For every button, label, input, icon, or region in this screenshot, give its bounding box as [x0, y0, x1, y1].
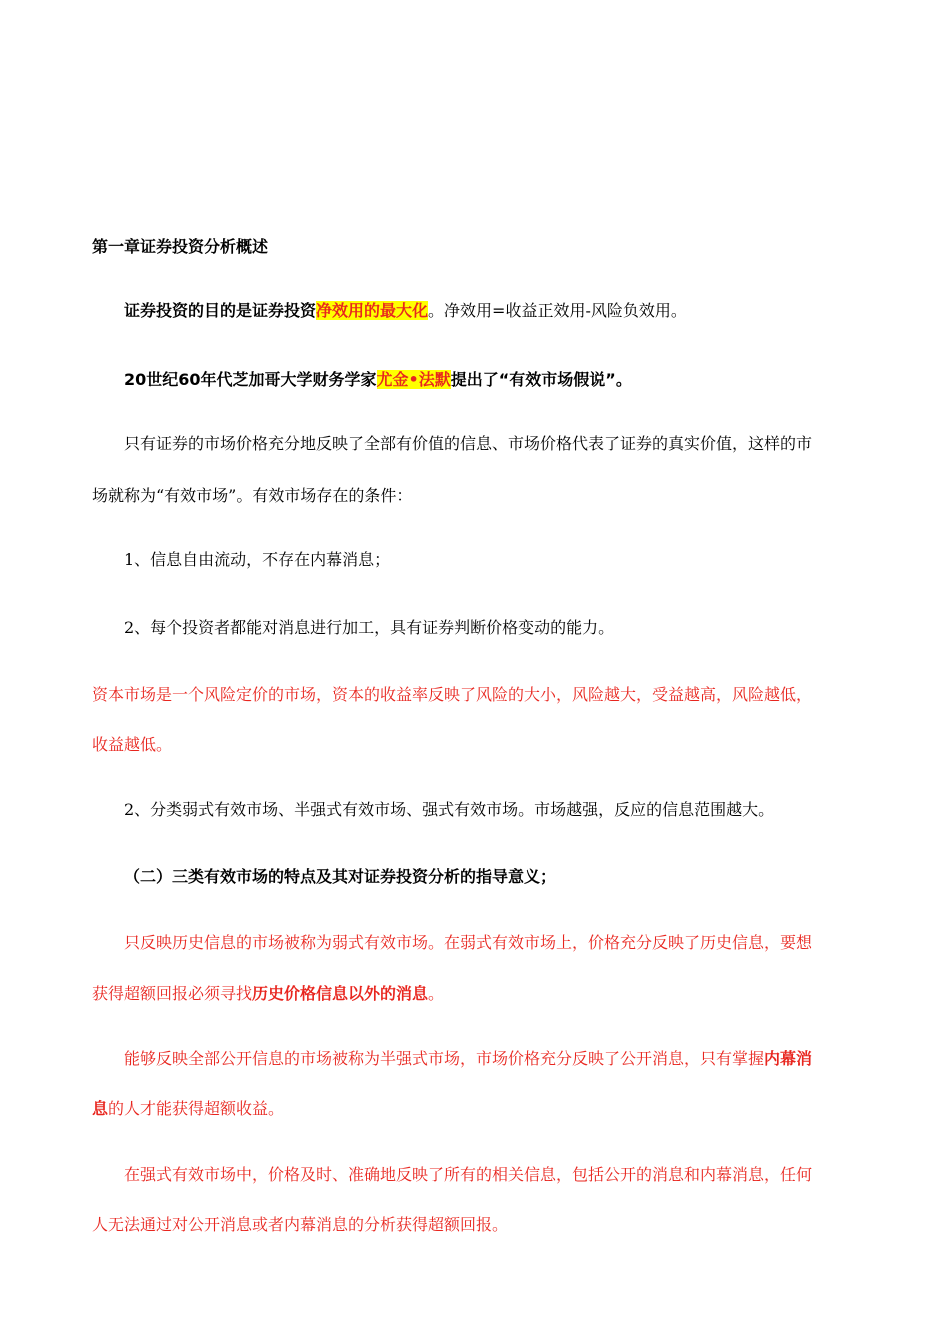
chapter-heading: 第一章证券投资分析概述 — [92, 237, 269, 256]
text: 能够反映全部公开信息的市场被称为半强式市场，市场价格充分反映了公开消息，只有掌握 — [124, 1049, 765, 1068]
text: 获得超额回报必须寻找 — [92, 984, 253, 1003]
text: 。净效用=收益正效用-风险负效用。 — [428, 301, 687, 320]
text: 20世纪60年代芝加哥大学财务学家 — [124, 370, 377, 389]
text: 提出了“有效市场假说”。 — [450, 370, 632, 389]
paragraph-efficient-market-line1: 只有证券的市场价格充分地反映了全部有价值的信息、市场价格代表了证券的真实价值，这样的市 — [124, 434, 813, 453]
highlighted-term: 尤金•法默 — [376, 370, 451, 389]
emphasized-term: 息 — [92, 1099, 109, 1118]
paragraph-weak-line1: 只反映历史信息的市场被称为弱式有效市场。在弱式有效市场上，价格充分反映了历史信息，要想 — [124, 933, 813, 952]
text: 。 — [428, 984, 445, 1003]
highlighted-term: 净效用的最大化 — [316, 301, 429, 320]
paragraph-semi-strong-line1 — [124, 1048, 854, 1070]
text: 证券投资的目的是证券投资 — [124, 301, 317, 320]
condition-2: 2、每个投资者都能对消息进行加工，具有证券判断价格变动的能力。 — [124, 618, 615, 637]
paragraph-strong-line1: 在强式有效市场中，价格及时、准确地反映了所有的相关信息，包括公开的消息和内幕消息，任何 — [124, 1165, 813, 1184]
emphasized-term: 内幕消 — [764, 1049, 813, 1068]
paragraph-weak-line2 — [92, 983, 862, 1005]
paragraph-purpose — [124, 300, 854, 322]
paragraph-capital-market-line1: 资本市场是一个风险定价的市场，资本的收益率反映了风险的大小，风险越大，受益越高，风险越低， — [92, 685, 813, 704]
paragraph-classification: 2、分类弱式有效市场、半强式有效市场、强式有效市场。市场越强，反应的信息范围越大。 — [124, 800, 775, 819]
paragraph-efficient-market-line2: 场就称为“有效市场”。有效市场存在的条件： — [92, 486, 413, 505]
emphasized-term: 历史价格信息以外的消息 — [252, 984, 429, 1003]
paragraph-capital-market-line2: 收益越低。 — [92, 735, 173, 754]
paragraph-hypothesis — [124, 369, 854, 391]
paragraph-semi-strong-line2 — [92, 1098, 862, 1120]
paragraph-strong-line2: 人无法通过对公开消息或者内幕消息的分析获得超额回报。 — [92, 1215, 509, 1234]
condition-1: 1、信息自由流动，不存在内幕消息； — [124, 550, 391, 569]
subheading: （二）三类有效市场的特点及其对证券投资分析的指导意义； — [124, 867, 557, 886]
text: 的人才能获得超额收益。 — [108, 1099, 285, 1118]
